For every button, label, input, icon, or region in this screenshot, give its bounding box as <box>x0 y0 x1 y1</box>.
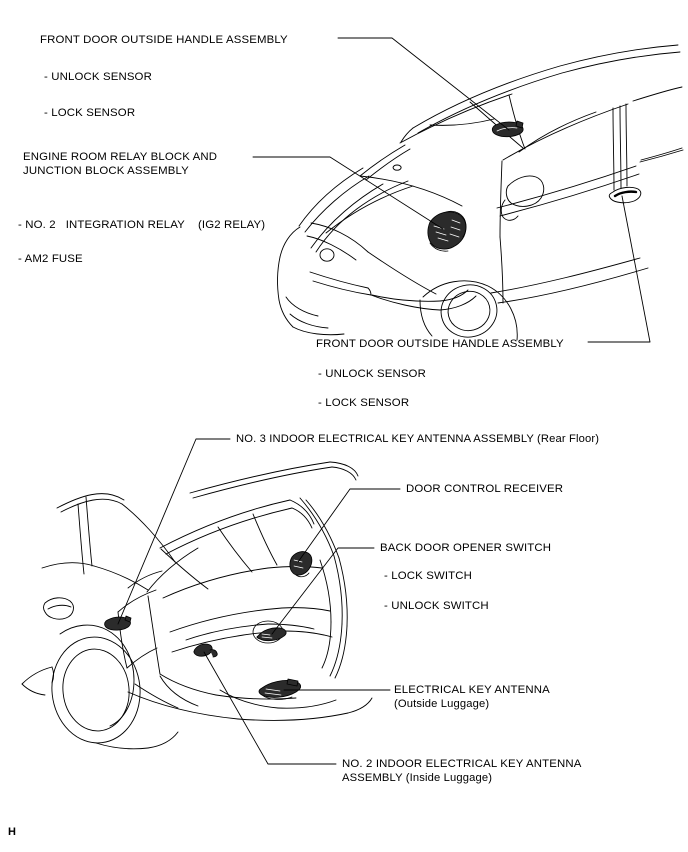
callout-engine-room-relay-block-item-am2-fuse: - AM2 FUSE <box>18 253 83 265</box>
callout-front-door-outside-handle-bottom-item-unlock-sensor: - UNLOCK SENSOR <box>318 368 426 380</box>
callout-front-door-outside-handle-top-item-lock-sensor: - LOCK SENSOR <box>44 107 136 119</box>
callout-engine-room-relay-block-title-line1: ENGINE ROOM RELAY BLOCK AND <box>23 151 218 163</box>
callout-engine-room-relay-block-item-integration-relay: - NO. 2 INTEGRATION RELAY (IG2 RELAY) <box>18 219 266 231</box>
callout-no3-indoor-electrical-key-antenna-title: NO. 3 INDOOR ELECTRICAL KEY ANTENNA ASSEMBLY (Rear Floor) <box>236 433 600 445</box>
callout-front-door-outside-handle-top-item-unlock-sensor: - UNLOCK SENSOR <box>44 71 152 83</box>
callout-no2-indoor-electrical-key-antenna-title-line2: ASSEMBLY (Inside Luggage) <box>342 772 493 784</box>
part-no3-indoor-key-antenna <box>105 616 131 630</box>
part-front-door-handle-detail <box>492 121 523 137</box>
rear-vehicle-illustration <box>22 439 400 764</box>
part-back-door-opener-switch <box>253 621 286 643</box>
callout-electrical-key-antenna-outside-luggage-title-line2: (Outside Luggage) <box>394 698 490 710</box>
callout-front-door-outside-handle-bottom-title: FRONT DOOR OUTSIDE HANDLE ASSEMBLY <box>316 338 564 350</box>
callout-back-door-opener-switch-item-lock-switch: - LOCK SWITCH <box>384 570 473 582</box>
part-no2-indoor-key-antenna <box>194 644 217 657</box>
callout-back-door-opener-switch-title: BACK DOOR OPENER SWITCH <box>380 542 552 554</box>
callout-electrical-key-antenna-outside-luggage-title-line1: ELECTRICAL KEY ANTENNA <box>394 684 550 696</box>
sheet-mark: H <box>8 826 17 838</box>
callout-no2-indoor-electrical-key-antenna-title-line1: NO. 2 INDOOR ELECTRICAL KEY ANTENNA <box>342 758 582 770</box>
callout-back-door-opener-switch-item-unlock-switch: - UNLOCK SWITCH <box>384 600 489 612</box>
callout-front-door-outside-handle-top-title: FRONT DOOR OUTSIDE HANDLE ASSEMBLY <box>40 34 288 46</box>
front-vehicle-illustration <box>253 38 683 343</box>
callout-door-control-receiver-title: DOOR CONTROL RECEIVER <box>406 483 564 495</box>
part-door-control-receiver <box>290 552 312 577</box>
callout-engine-room-relay-block-title-line2: JUNCTION BLOCK ASSEMBLY <box>23 165 189 177</box>
part-electrical-key-antenna-outside-luggage <box>259 679 301 699</box>
callout-front-door-outside-handle-bottom-item-lock-sensor: - LOCK SENSOR <box>318 397 410 409</box>
part-engine-room-relay-block <box>428 211 466 251</box>
